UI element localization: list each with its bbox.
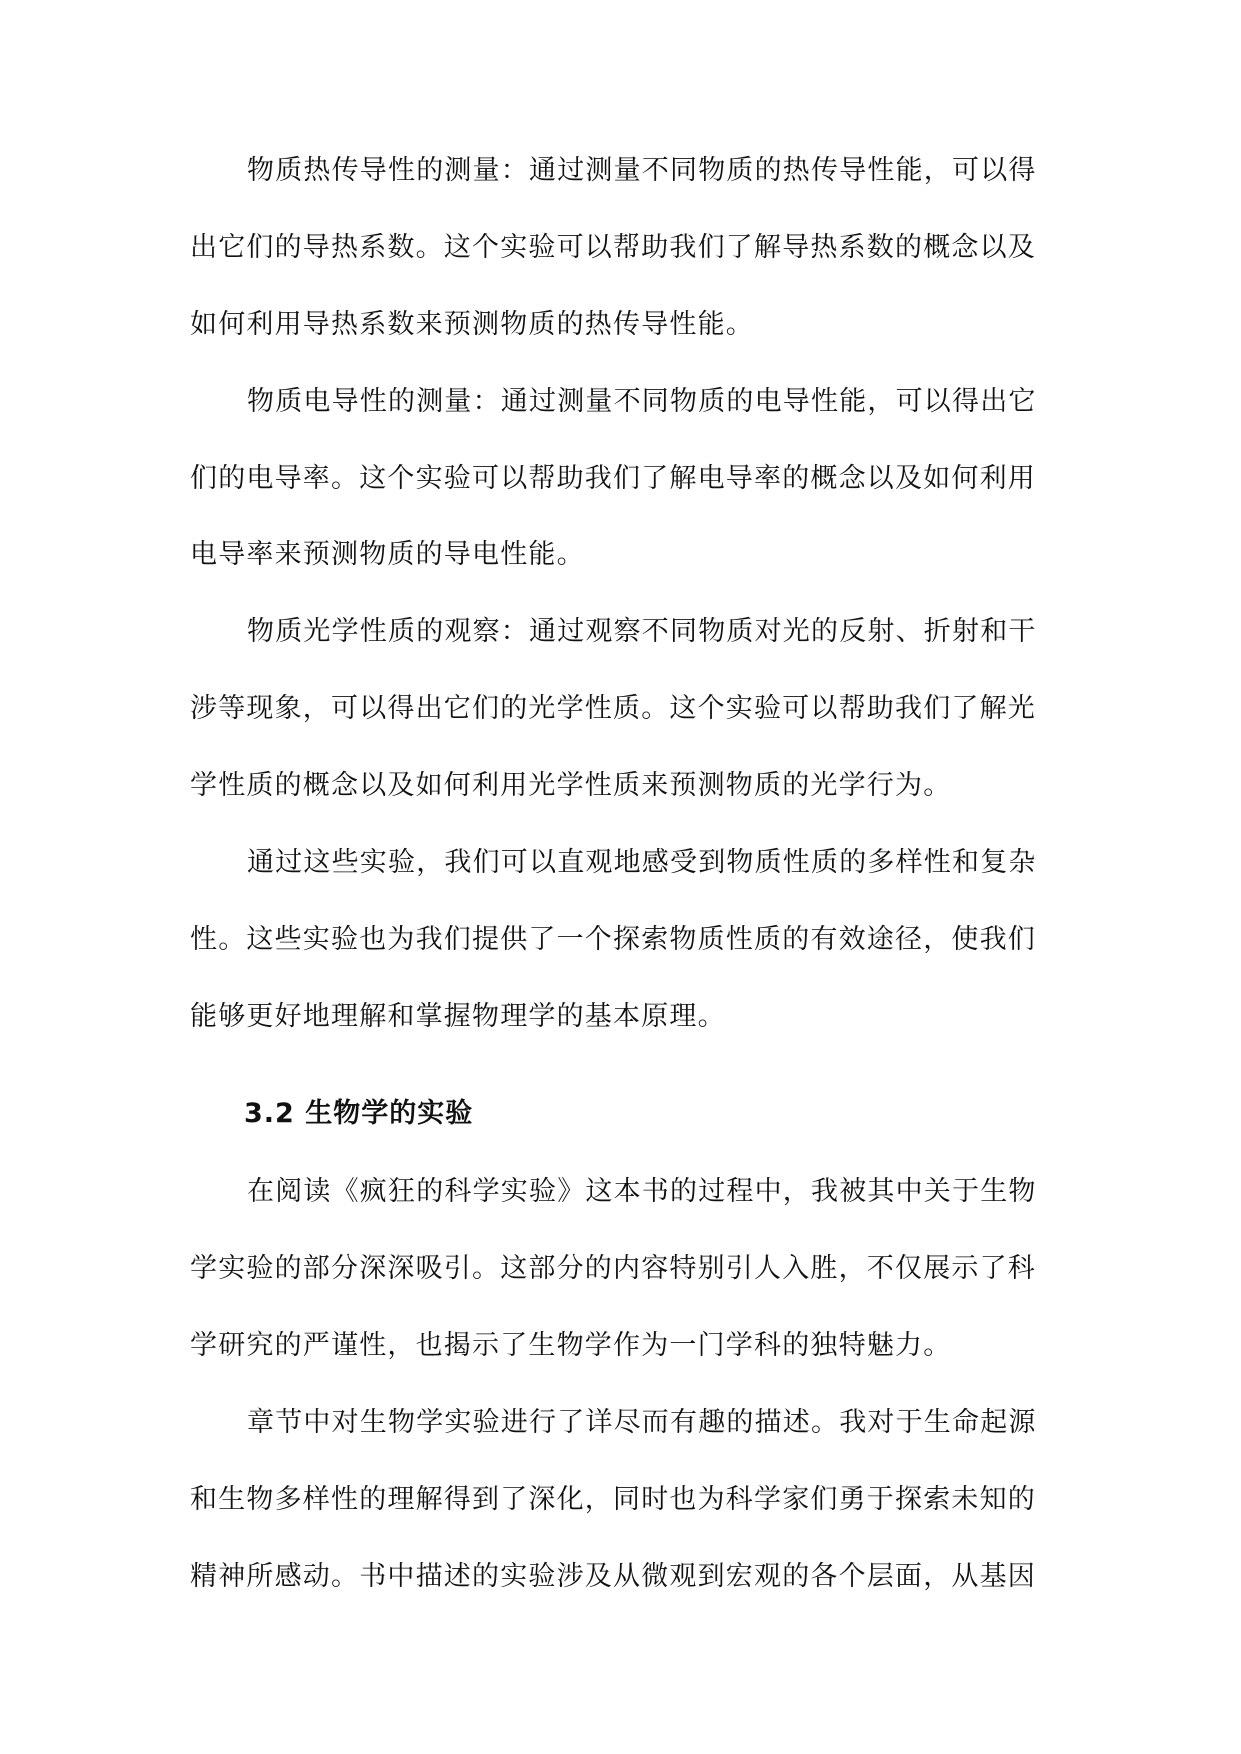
paragraph-line: 和生物多样性的理解得到了深化，同时也为科学家们勇于探索未知的 (190, 1484, 1036, 1515)
paragraph-line: 学研究的严谨性，也揭示了生物学作为一门学科的独特魅力。 (190, 1330, 952, 1361)
paragraph-line: 能够更好地理解和掌握物理学的基本原理。 (190, 1001, 726, 1032)
paragraph-line: 出它们的导热系数。这个实验可以帮助我们了解导热系数的概念以及 (190, 232, 1036, 263)
paragraph-line: 精神所感动。书中描述的实验涉及从微观到宏观的各个层面，从基因 (190, 1561, 1036, 1592)
section-heading: 3.2 生物学的实验 (244, 1098, 474, 1129)
paragraph-line: 物质电导性的测量：通过测量不同物质的电导性能，可以得出它 (247, 386, 1037, 417)
paragraph-line: 物质光学性质的观察：通过观察不同物质对光的反射、折射和干 (247, 616, 1037, 647)
paragraph-line: 涉等现象，可以得出它们的光学性质。这个实验可以帮助我们了解光 (190, 693, 1036, 724)
paragraph-line: 性。这些实验也为我们提供了一个探索物质性质的有效途径，使我们 (190, 924, 1036, 955)
paragraph-line: 通过这些实验，我们可以直观地感受到物质性质的多样性和复杂 (247, 847, 1037, 878)
paragraph-line: 物质热传导性的测量：通过测量不同物质的热传导性能，可以得 (247, 155, 1037, 186)
paragraph-line: 们的电导率。这个实验可以帮助我们了解电导率的概念以及如何利用 (190, 463, 1036, 494)
paragraph-line: 如何利用导热系数来预测物质的热传导性能。 (190, 309, 754, 340)
paragraph-line: 章节中对生物学实验进行了详尽而有趣的描述。我对于生命起源 (247, 1407, 1037, 1438)
paragraph-line: 电导率来预测物质的导电性能。 (190, 539, 585, 570)
paragraph-line: 学性质的概念以及如何利用光学性质来预测物质的光学行为。 (190, 770, 952, 801)
paragraph-line: 学实验的部分深深吸引。这部分的内容特别引人入胜，不仅展示了科 (190, 1253, 1036, 1284)
paragraph-line: 在阅读《疯狂的科学实验》这本书的过程中，我被其中关于生物 (247, 1176, 1037, 1207)
